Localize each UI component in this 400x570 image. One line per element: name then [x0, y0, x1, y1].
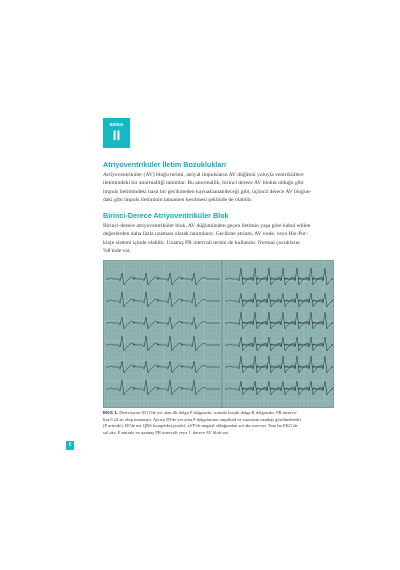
chapter-number: II: [112, 127, 121, 143]
intro-line: Atriyoventriküler (AV) bloğu terimi, atriyal impulsların AV düğümü yoluyla ventriküllere: [103, 172, 304, 178]
ecg-figure: [103, 260, 334, 408]
figure-caption: [103, 410, 335, 436]
intro-line: impuls iletimindeki basit bir gecikmeden kaynaklanabileceği gibi, üçüncü derece AV bloğun-: [103, 188, 312, 195]
caption-line: [103, 410, 335, 417]
ecg-trace: [106, 336, 220, 351]
subsection-line: Birinci-derece atriyoventriküler blok, AV düğümünden geçen iletimin yaşa göre kabul edilen: [103, 223, 311, 229]
ecg-trace: [225, 312, 333, 329]
intro-paragraph: [103, 171, 335, 205]
ecg-trace: [225, 268, 333, 285]
ecg-trace: [106, 380, 220, 395]
subsection-title: Birinci-Derece Atriyoventriküler Blok: [103, 211, 229, 220]
caption-text: Derivasyon (D) I'de yer alan ilk dalga P dalgasıdır, sonraki küçük dalga R dalgasıdır. PR interva-: [119, 410, 298, 415]
ecg-trace: [106, 361, 220, 373]
subsection-line: %8'inde var.: [103, 248, 131, 255]
ecg-trace: [106, 317, 220, 329]
subsection-line: kinje sistemi içinde olabilir. Uzamış PR intervali terimi de kullanılır. Normal çocukların: [103, 239, 300, 246]
caption-line: (P mitrale). DI'de net QRS kompleksi pozitif, aVF'de negatif olduğundan sol aks mevcut. Tanı bu EKG'de: [103, 423, 298, 429]
page-number: 6: [66, 441, 74, 450]
ecg-strip-image: [104, 261, 333, 407]
caption-line: lini 0.24 sn olup uzamıştır. Ayrıca DI'de yer alan P dalgalarının amplitüd ve süresinin uzadığı görülmektedir: [103, 416, 302, 422]
chapter-badge: [103, 118, 130, 148]
caption-line: sol aks, P mitrale ve uzamış PR intervali veya 1. derece AV blok var.: [103, 429, 229, 435]
subsection-paragraph: [103, 222, 335, 256]
subsection-line: değerlerden daha fazla uzaması olarak tanımlanır. Gecikme atrium, AV node, veya His-Pur-: [103, 231, 308, 238]
ecg-trace: [225, 356, 333, 373]
section-title: Atriyoventriküler İletim Bozuklukları: [103, 160, 227, 169]
ecg-trace: [106, 273, 220, 285]
caption-label: EKG 1.: [103, 410, 119, 415]
chapter-label: Bölüm: [109, 122, 124, 127]
ecg-trace: [106, 292, 220, 307]
intro-line: daki gibi impuls iletiminin tamamen kesilmesi şeklinde de olabilir.: [103, 197, 253, 204]
intro-line: iletimindeki bir anormalliği tanımlar. Bu anormallik, birinci derece AV blokta olduğu gibi: [103, 180, 304, 187]
